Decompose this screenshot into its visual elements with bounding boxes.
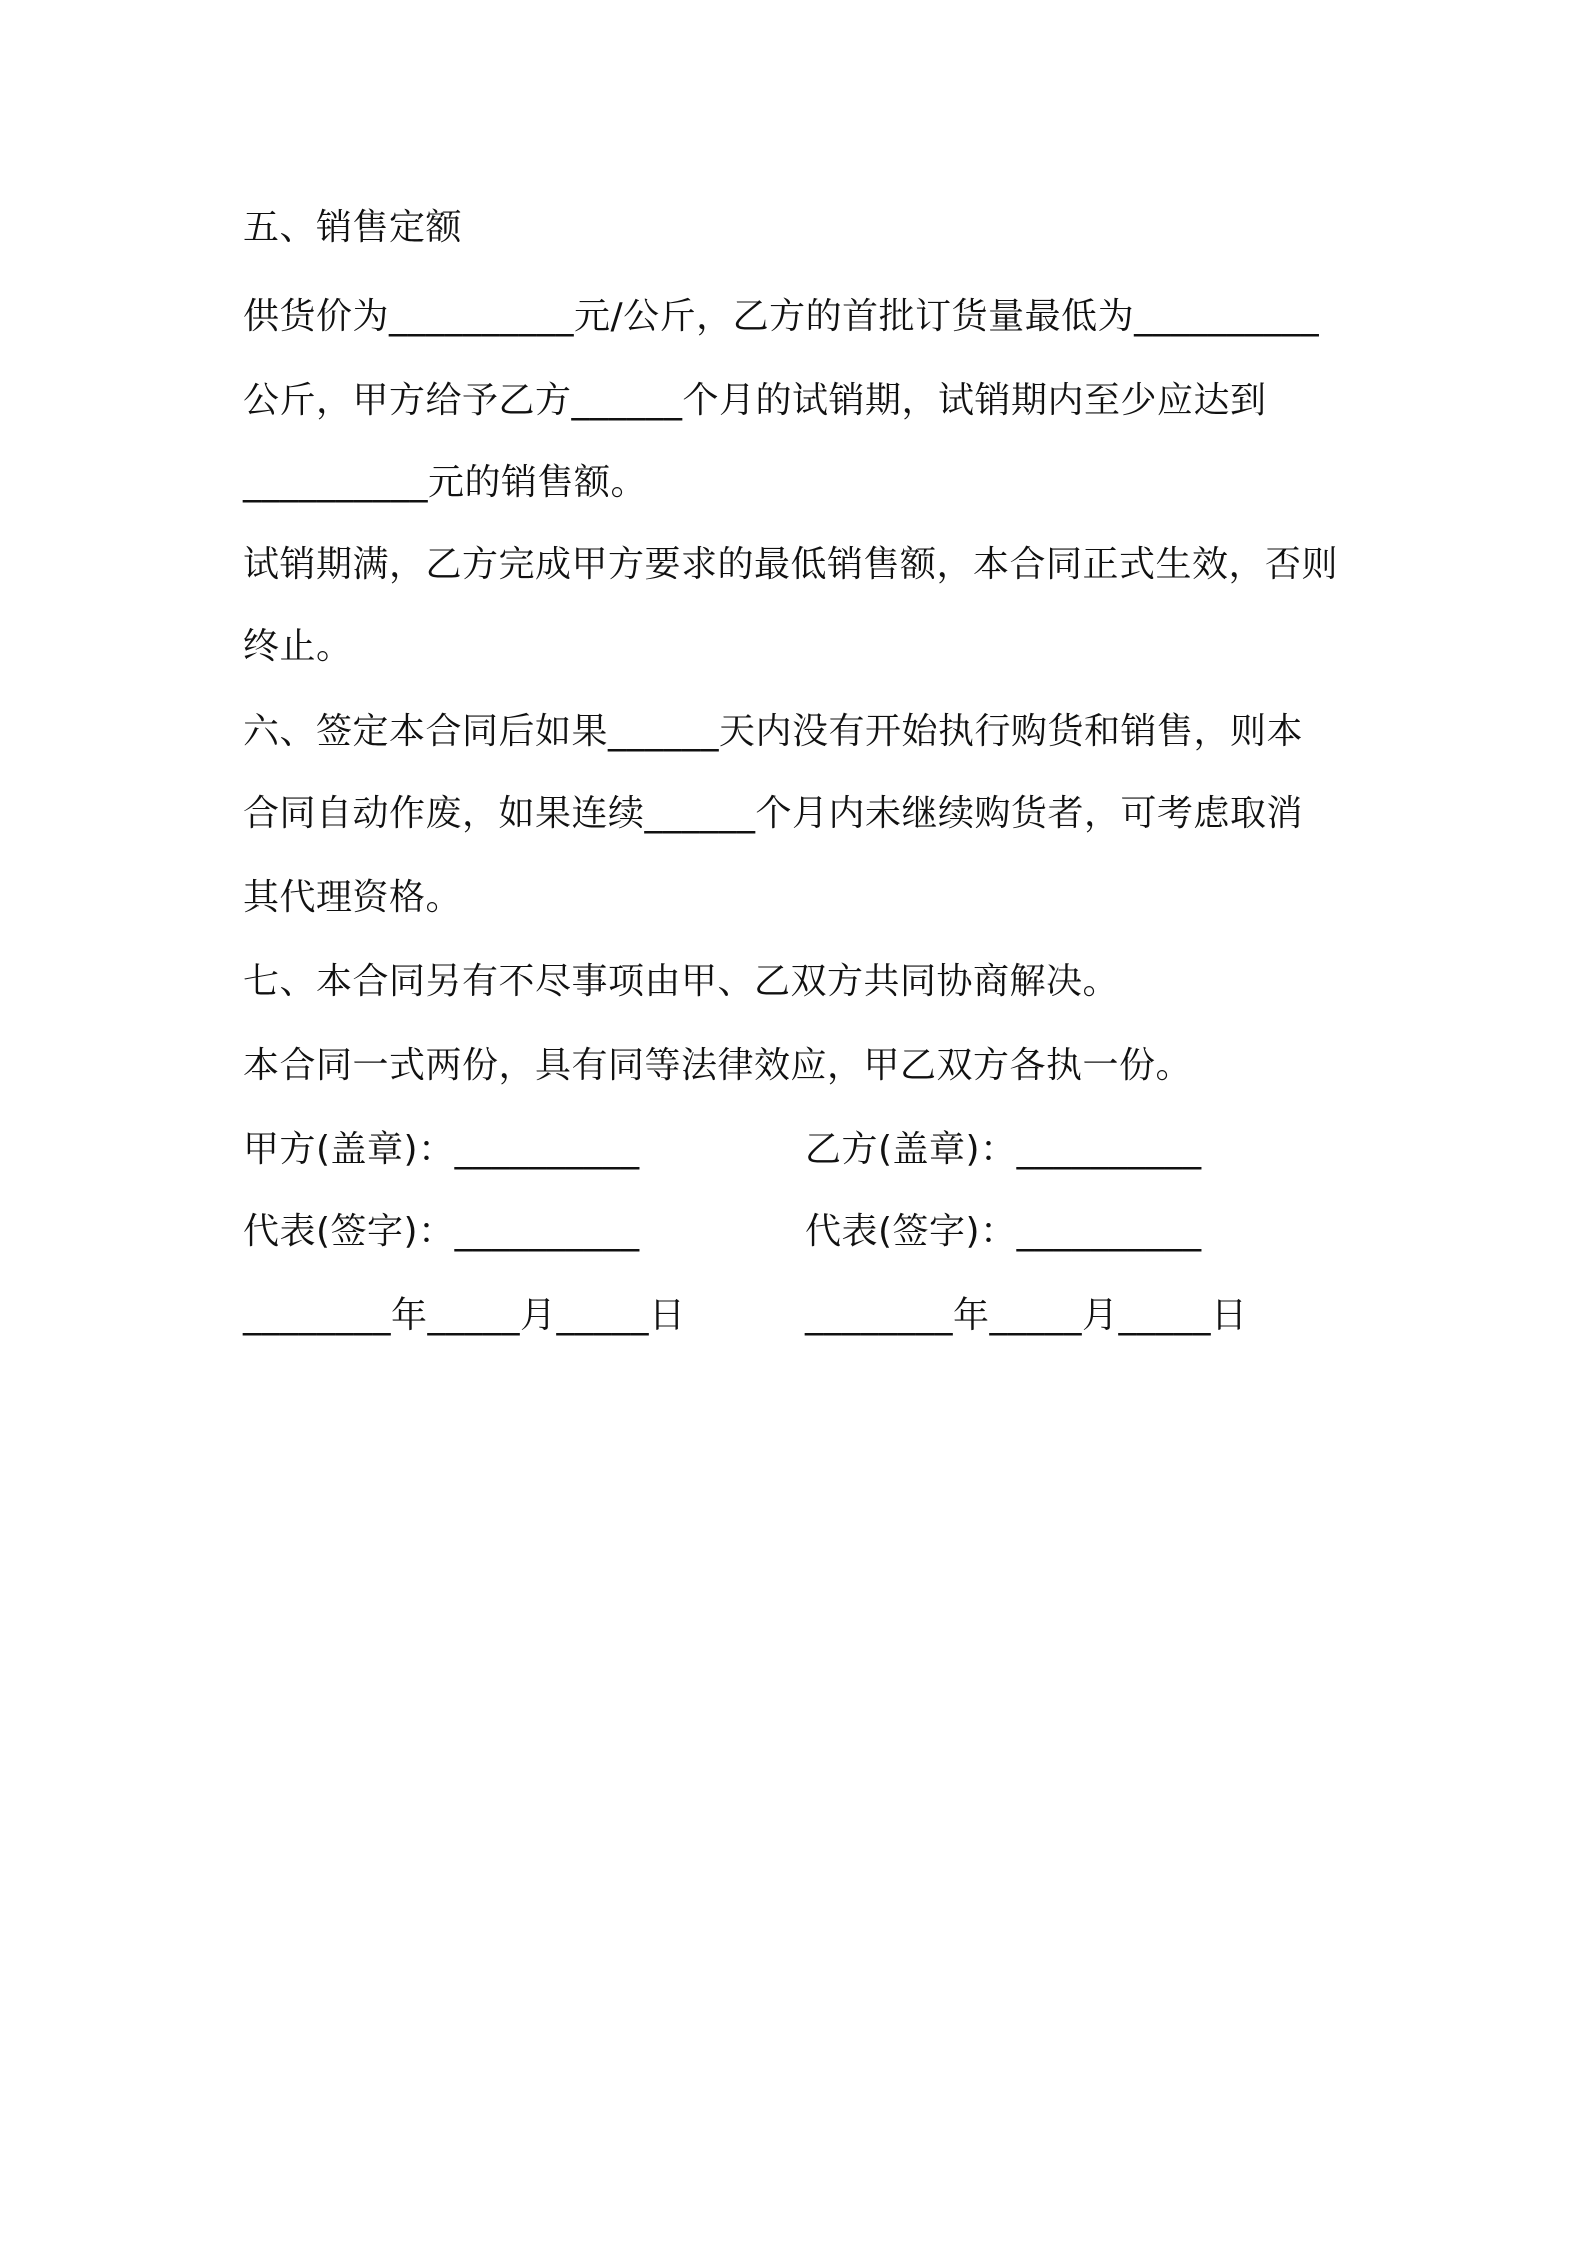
section-5-paragraph-line: __________元的销售额。 (243, 462, 648, 503)
section-5-heading: 五、销售定额 (243, 207, 463, 248)
copies-paragraph: 本合同一式两份，具有同等法律效应，甲乙双方各执一份。 (243, 1045, 1193, 1086)
party-b-representative-field: 代表(签字)：__________ (805, 1211, 1202, 1252)
party-a-seal-field: 甲方(盖章)：__________ (243, 1129, 640, 1170)
party-a-representative-field: 代表(签字)：__________ (243, 1211, 640, 1252)
party-b-date-field: ________年_____月_____日 (805, 1295, 1248, 1336)
party-b-seal-field: 乙方(盖章)：__________ (805, 1129, 1202, 1170)
section-5-paragraph-line: 公斤，甲方给予乙方______个月的试销期，试销期内至少应达到 (243, 380, 1267, 421)
section-6-paragraph-line: 六、签定本合同后如果______天内没有开始执行购货和销售，则本 (243, 711, 1304, 752)
party-a-date-field: ________年_____月_____日 (243, 1295, 686, 1336)
section-6-paragraph-line: 其代理资格。 (243, 877, 463, 918)
trial-period-paragraph-line: 终止。 (243, 626, 353, 667)
section-6-paragraph-line: 合同自动作废，如果连续______个月内未继续购货者，可考虑取消 (243, 793, 1304, 834)
section-5-paragraph-line: 供货价为__________元/公斤，乙方的首批订货量最低为__________ (243, 296, 1320, 337)
trial-period-paragraph-line: 试销期满，乙方完成甲方要求的最低销售额，本合同正式生效，否则 (243, 544, 1339, 585)
section-7-paragraph: 七、本合同另有不尽事项由甲、乙双方共同协商解决。 (243, 961, 1120, 1002)
